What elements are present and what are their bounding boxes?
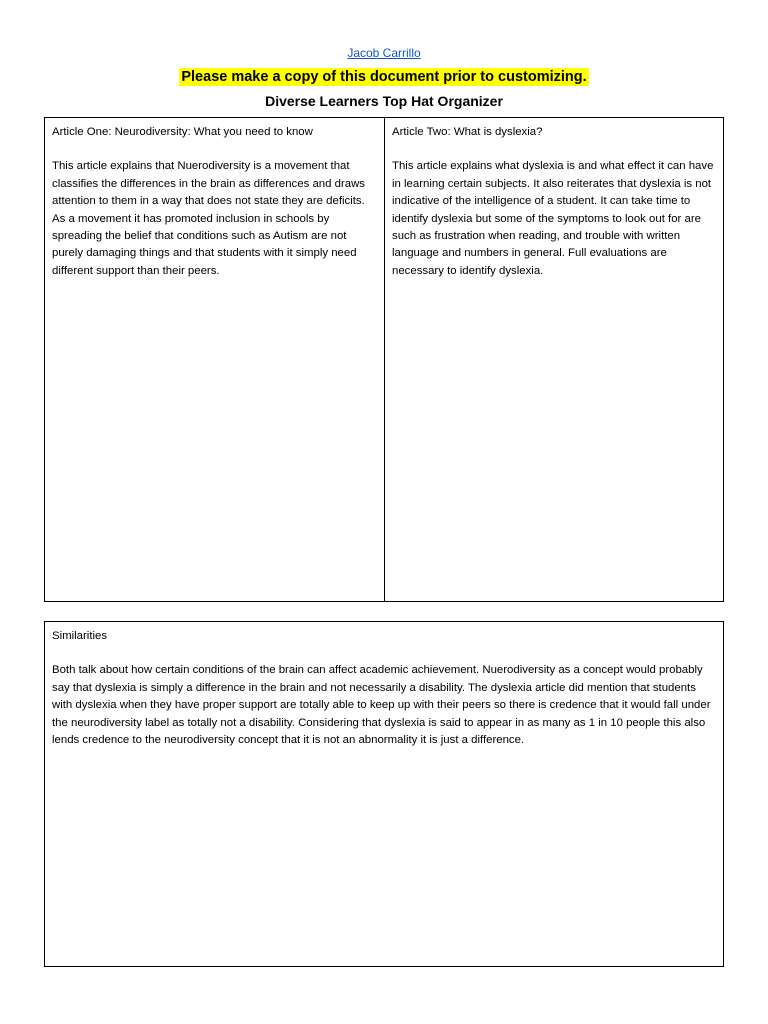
articles-table	[44, 117, 724, 602]
similarities-cell[interactable]	[44, 621, 724, 967]
article-one-cell[interactable]	[45, 118, 384, 601]
author-line	[0, 46, 768, 60]
article-one-summary: This article explains that Nuerodiversity is a movement that classifies the differences in the brain as differences and draws attention to them in a way that does not state they are deficits. As a movement it has promoted inclusion in schools by spreading the belief that conditions such as Autism are not purely damaging things and that students with it simply need different support than their peers.	[52, 160, 365, 277]
similarities-text: Both talk about how certain conditions of the brain can affect academic achievement. Nuerodiversity as a concept would probably say that dyslexia is simply a difference in the brain and not necessarily a disability. The dyslexia article did mention that students with dyslexia when they have proper support are totally able to keep up with their peers so there is credence that it would fall under the neurodiversity label as totally not a disability. Considering that dyslexia is said to appear in as many as 1 in 10 people this also lends credence to the neurodiversity concept that it is not an abnormality it is just a difference.	[52, 664, 711, 747]
article-two-summary: This article explains what dyslexia is and what effect it can have in learning certain subjects. It also reiterates that dyslexia is not indicative of the intelligence of a student. It can take time to identify dyslexia but some of the symptoms to look out for are such as frustration when reading, and trouble with written language and numbers in general. Full evaluations are necessary to identify dyslexia.	[392, 160, 714, 277]
document-title: Diverse Learners Top Hat Organizer	[265, 93, 503, 109]
article-two-cell[interactable]	[384, 118, 723, 601]
similarities-heading: Similarities	[52, 630, 108, 642]
copy-notice-text: Please make a copy of this document prior to customizing.	[181, 69, 587, 85]
article-one-heading: Article One: Neurodiversity: What you need to know	[52, 126, 313, 138]
copy-notice	[0, 67, 768, 87]
article-two-heading: Article Two: What is dyslexia?	[392, 126, 543, 138]
author-link[interactable]: Jacob Carrillo	[347, 46, 421, 60]
